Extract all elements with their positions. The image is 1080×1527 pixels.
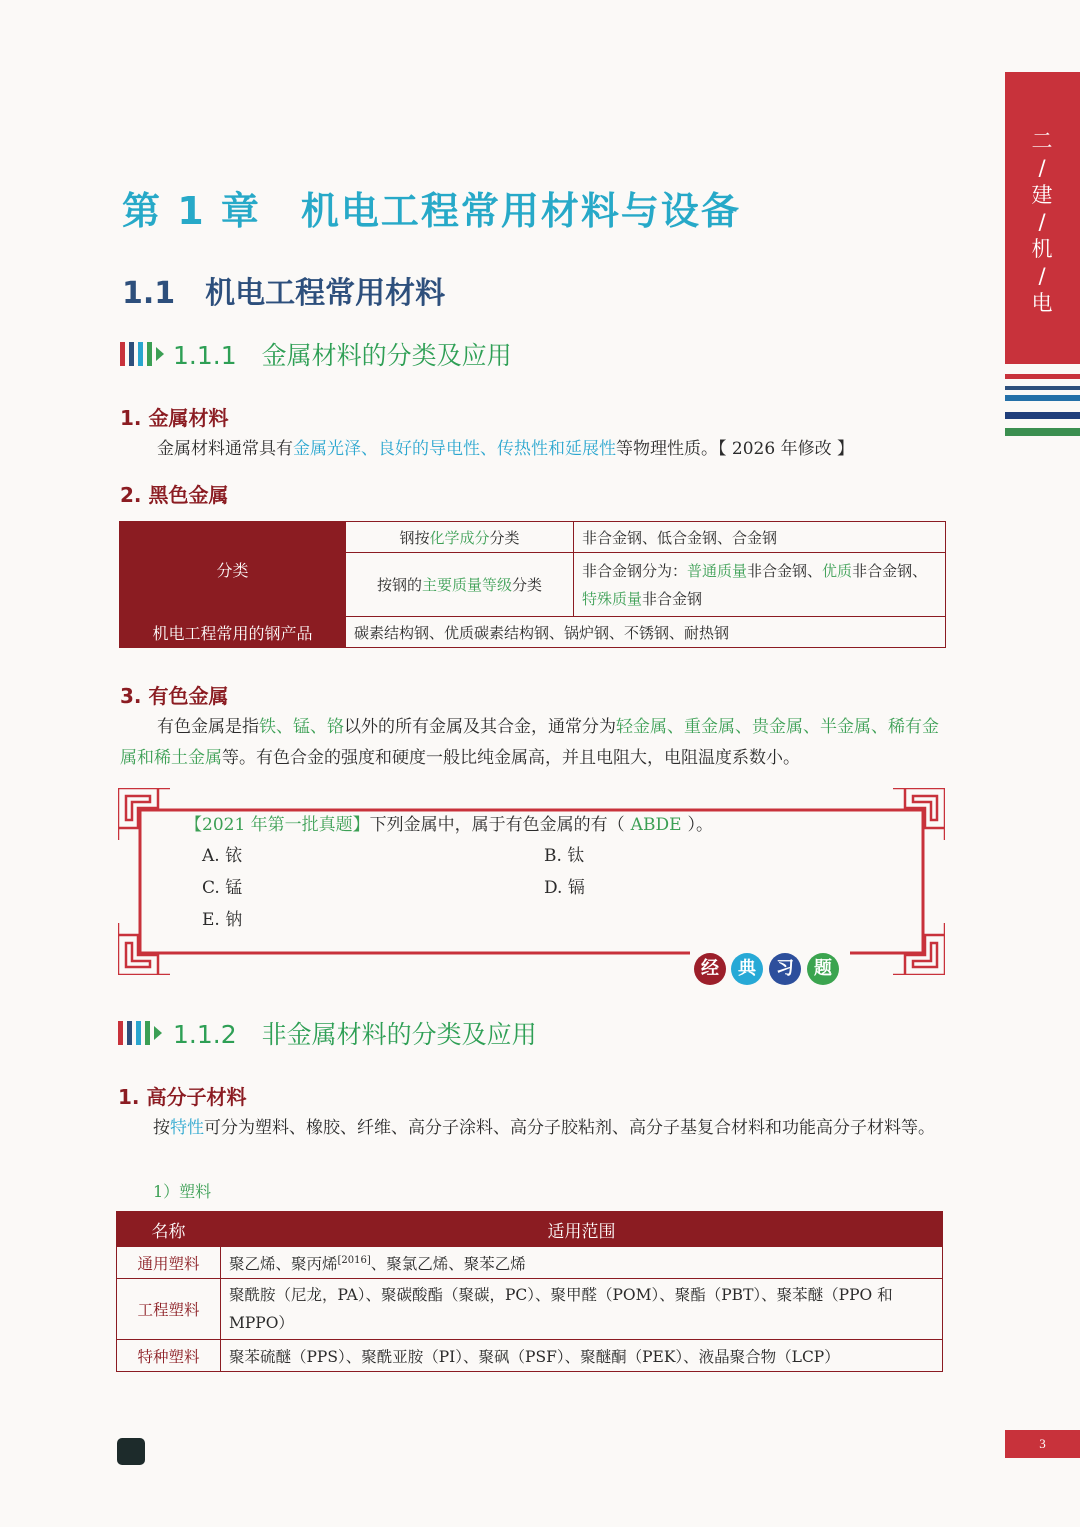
publisher-logo [117, 1438, 145, 1465]
section-bars-icon [120, 342, 164, 366]
side-stripe-red [1005, 374, 1080, 379]
table-row: 通用塑料 聚乙烯、聚丙烯[2016]、聚氯乙烯、聚苯乙烯 [117, 1247, 943, 1279]
option-c: C. 锰 [202, 878, 243, 898]
side-stripe-navy2 [1005, 412, 1080, 419]
subsection-title-1: 1.1.1 金属材料的分类及应用 [173, 341, 512, 370]
paragraph-nonferrous: 有色金属是指铁、锰、铬以外的所有金属及其合金，通常分为轻金属、重金属、贵金属、半金属、稀有金属和稀土金属等。有色合金的强度和硬度一般比纯金属高，并且电阻大，电阻温度系数小。 [120, 717, 939, 768]
side-tab [1005, 72, 1080, 364]
section-title: 1.1 机电工程常用材料 [122, 276, 446, 311]
cell-quality-types: 非合金钢分为：普通质量非合金钢、优质非合金钢、特殊质量非合金钢 [574, 553, 946, 617]
option-b: B. 钛 [544, 846, 585, 866]
cell-category-label: 分类 [120, 522, 346, 617]
table-row: 特种塑料 聚苯硫醚（PPS）、聚酰亚胺（PI）、聚砜（PSF）、聚醚酮（PEK）、液晶聚合物（LCP） [117, 1340, 943, 1372]
cell-product-value: 碳素结构钢、优质碳素结构钢、锅炉钢、不锈钢、耐热钢 [346, 617, 946, 648]
heading-polymers: 1. 高分子材料 [118, 1085, 247, 1109]
side-stripe-green [1005, 428, 1080, 436]
exam-question: 【2021 年第一批真题】下列金属中，属于有色金属的有（ ABDE ）。 [185, 815, 713, 835]
heading-nonferrous: 3. 有色金属 [120, 684, 229, 708]
badge-jing: 经 [694, 953, 726, 985]
badge-xi: 习 [769, 953, 801, 985]
badge-dian: 典 [731, 953, 763, 985]
cell-product-label: 机电工程常用的钢产品 [120, 617, 346, 648]
subsection-title-2: 1.1.2 非金属材料的分类及应用 [173, 1020, 537, 1049]
col-scope: 适用范围 [221, 1212, 943, 1247]
exam-answer: ABDE [630, 815, 682, 835]
option-e: E. 钠 [202, 910, 243, 930]
col-name: 名称 [117, 1212, 221, 1247]
page-number: 3 [1005, 1430, 1080, 1458]
option-d: D. 镉 [544, 878, 585, 898]
section-bars-icon-2 [118, 1021, 162, 1045]
cell-composition-types: 非合金钢、低合金钢、合金钢 [574, 522, 946, 553]
chapter-title: 第 1 章 机电工程常用材料与设备 [122, 189, 741, 233]
table-row: 工程塑料 聚酰胺（尼龙，PA）、聚碳酸酯（聚碳，PC）、聚甲醛（POM）、聚酯（PBT）、聚苯醚（PPO 和 MPPO） [117, 1279, 943, 1340]
paragraph-metals: 金属材料通常具有金属光泽、良好的导电性、传热性和延展性等物理性质。【 2026 年修改 】 [157, 439, 854, 459]
cell-by-quality: 按钢的主要质量等级分类 [346, 553, 574, 617]
plastics-subheading: 1）塑料 [153, 1182, 212, 1201]
badge-ti: 题 [807, 953, 839, 985]
paragraph-polymers: 按特性可分为塑料、橡胶、纤维、高分子涂料、高分子胶粘剂、高分子基复合材料和功能高分子材料等。 [153, 1118, 935, 1138]
side-tab-text: 二 / 建 / 机 / 电 [1031, 129, 1054, 315]
cell-by-composition: 钢按化学成分分类 [346, 522, 574, 553]
plastics-table [116, 1211, 943, 1372]
option-a: A. 铱 [202, 846, 243, 866]
ferrous-table [119, 521, 946, 648]
heading-metals: 1. 金属材料 [120, 406, 229, 430]
side-stripe-navy [1005, 386, 1080, 390]
side-stripe-blue [1005, 395, 1080, 401]
heading-ferrous: 2. 黑色金属 [120, 483, 229, 507]
